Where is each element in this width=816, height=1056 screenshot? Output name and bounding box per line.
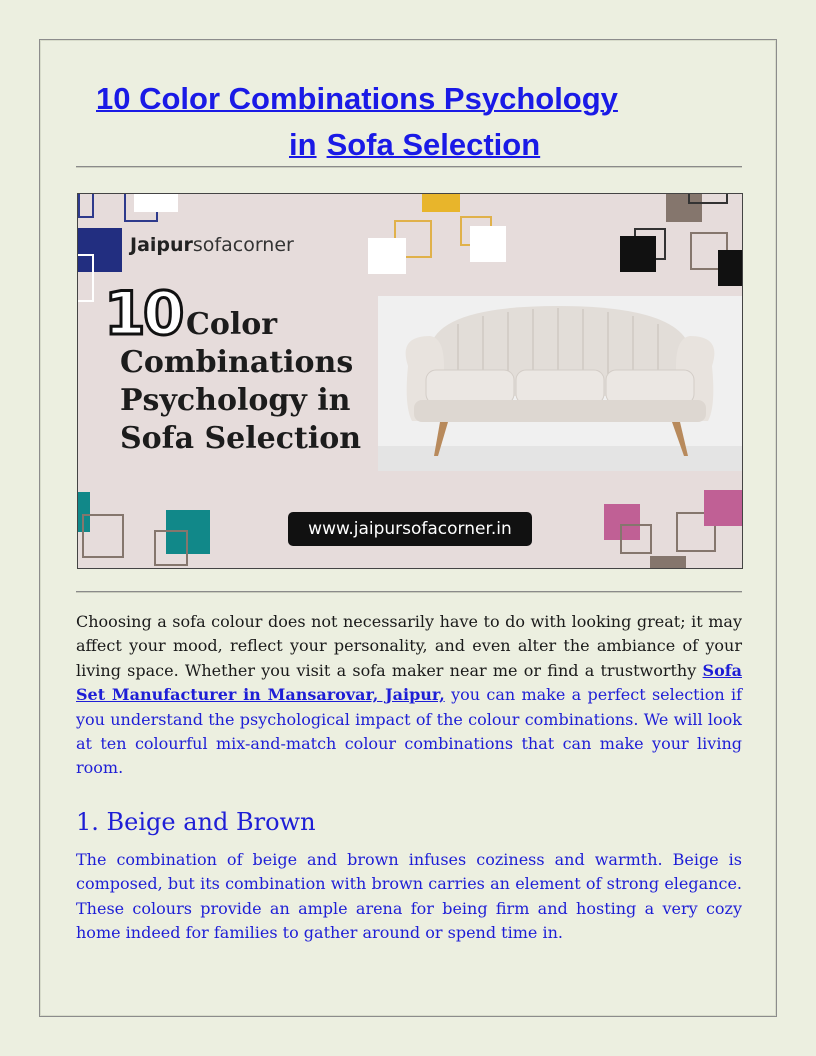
deco-square: [78, 254, 94, 302]
title-link-line1[interactable]: 10 Color Combinations Psychology: [96, 81, 618, 116]
deco-square: [688, 194, 728, 204]
section-body: The combination of beige and brown infuses coziness and warmth. Beige is composed, but its combination with brown carries an element of strong elegance. These colours provide an ample arena for being firm and hosting a very cozy home indeed for families to gather around or spend time in.: [76, 850, 742, 943]
brand-bold: Jaipur: [130, 234, 193, 256]
deco-square: [82, 514, 124, 558]
brand-rest: sofacorner: [192, 234, 294, 256]
brand-logo: [130, 234, 294, 256]
banner-headline-1: Color: [186, 307, 278, 342]
deco-square: [704, 490, 742, 526]
section-paragraph-beige-brown: [76, 848, 742, 946]
intro-text-2: you can make a perfect selection if you understand the psychological impact of the colour combinations. We will look at ten colourful mix-and-match colour combinations that can make your living room.: [76, 685, 743, 778]
sofa-photo: [378, 296, 742, 471]
deco-square: [718, 250, 742, 286]
deco-square: [650, 556, 686, 568]
sofa-manufacturer-link[interactable]: Sofa Set Manufacturer in Mansarovar, Jaipur,: [76, 660, 742, 705]
section-heading-beige-brown: 1. Beige and Brown: [76, 808, 316, 836]
intro-paragraph: [76, 610, 742, 781]
title-link-sofa-selection[interactable]: Sofa Selection: [326, 127, 541, 162]
intro-text-1: Choosing a sofa colour does not necessarily have to do with looking great; it may affect your mood, reflect your personality, and even alter the ambiance of your living space. Whether you visit a sofa maker near me or find a trustworthy: [76, 612, 742, 680]
title-link-in[interactable]: in: [289, 127, 317, 162]
deco-square: [154, 530, 188, 566]
deco-square: [470, 226, 506, 262]
sofa-illustration: [378, 296, 742, 471]
deco-square: [620, 236, 656, 272]
title-divider: [76, 166, 742, 168]
website-url-badge: www.jaipursofacorner.in: [288, 512, 532, 546]
deco-square: [422, 194, 460, 212]
deco-square: [368, 238, 406, 274]
deco-square: [134, 194, 178, 212]
deco-square: [620, 524, 652, 554]
banner-headline-3: Psychology in: [120, 383, 351, 418]
big-number: 10: [104, 279, 182, 349]
banner-headline-2: Combinations: [120, 345, 354, 380]
deco-square: [78, 194, 94, 218]
banner-divider: [76, 591, 742, 593]
hero-banner: [77, 193, 743, 569]
banner-headline-4: Sofa Selection: [120, 421, 362, 456]
